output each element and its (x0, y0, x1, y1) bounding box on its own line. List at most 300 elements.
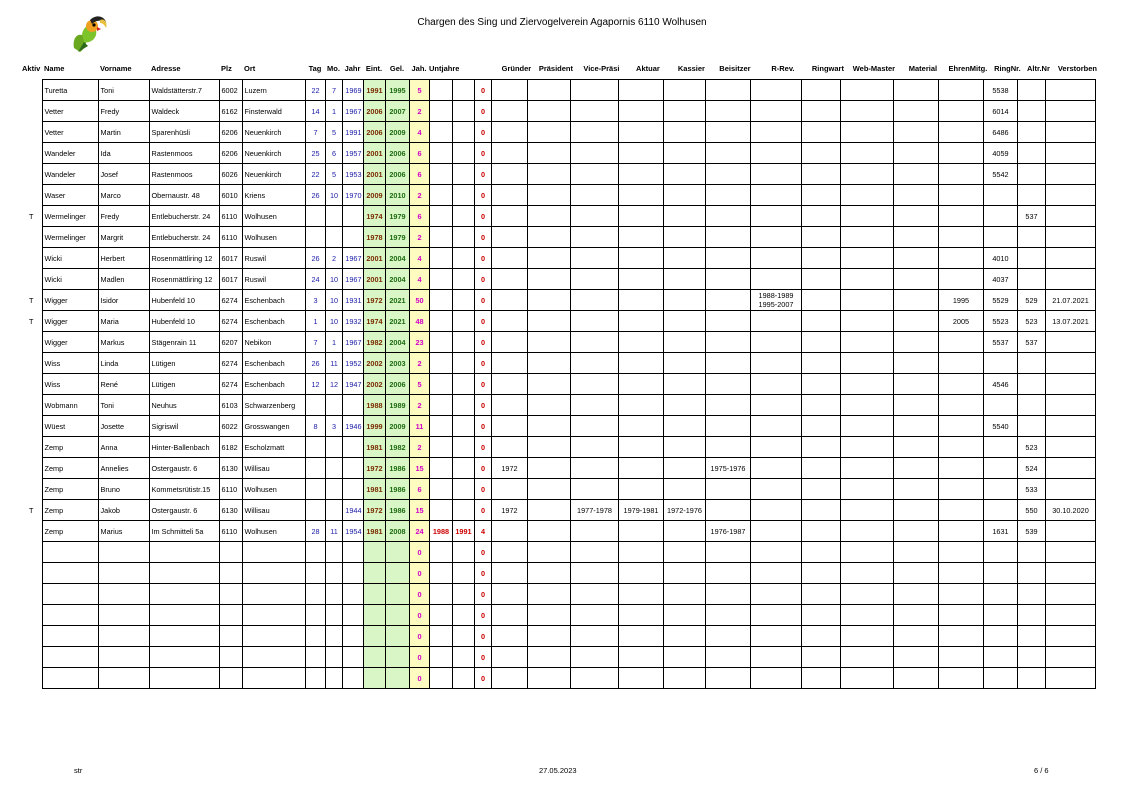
cell-zero: 0 (474, 542, 491, 563)
cell-name: Wiss (42, 374, 98, 395)
cell-beisitzer (705, 164, 750, 185)
cell-name: Wicki (42, 269, 98, 290)
cell-jahr: 1947 (342, 374, 363, 395)
cell-jah: 11 (409, 416, 429, 437)
cell-aktuar (618, 80, 663, 101)
cell-u1 (429, 479, 452, 500)
column-header-eint: Eint. (365, 63, 383, 73)
cell-adresse: Lütigen (149, 353, 219, 374)
column-header-u1: Untjahre (429, 63, 460, 73)
cell-ringnr (983, 437, 1017, 458)
table-row (20, 353, 1095, 374)
cell-gel: 1986 (385, 458, 409, 479)
cell-ringnr (983, 647, 1017, 668)
cell-web (840, 227, 893, 248)
cell-gel: 2007 (385, 101, 409, 122)
cell-beisitzer (705, 269, 750, 290)
cell-tag: 12 (305, 374, 325, 395)
cell-u1 (429, 395, 452, 416)
cell-gruender (491, 311, 527, 332)
cell-jah: 0 (409, 626, 429, 647)
cell-mo (325, 668, 342, 689)
cell-vorname: Isidor (98, 290, 149, 311)
cell-u1: 1988 (429, 521, 452, 542)
cell-jahr: 1946 (342, 416, 363, 437)
cell-ehren (938, 626, 983, 647)
cell-adresse: Rosenmättliring 12 (149, 269, 219, 290)
cell-ringnr: 5538 (983, 80, 1017, 101)
cell-altr (1017, 395, 1045, 416)
cell-jahr: 1957 (342, 143, 363, 164)
cell-ringwart (801, 521, 840, 542)
cell-jahr (342, 626, 363, 647)
cell-mo: 1 (325, 101, 342, 122)
cell-gel: 1995 (385, 80, 409, 101)
cell-ringnr (983, 668, 1017, 689)
cell-zero: 0 (474, 311, 491, 332)
cell-rrev-line2: 1995-2007 (758, 300, 794, 309)
cell-ringwart (801, 143, 840, 164)
cell-ringwart (801, 647, 840, 668)
cell-web (840, 143, 893, 164)
column-header-zero (481, 62, 498, 74)
cell-beisitzer (705, 479, 750, 500)
cell-praesident (527, 143, 570, 164)
cell-u2 (452, 311, 474, 332)
cell-vorname (98, 584, 149, 605)
cell-mo: 10 (325, 185, 342, 206)
cell-adresse (149, 668, 219, 689)
cell-jahr: 1952 (342, 353, 363, 374)
cell-mo: 1 (325, 332, 342, 353)
cell-altr: 524 (1017, 458, 1045, 479)
cell-web (840, 290, 893, 311)
cell-altr (1017, 185, 1045, 206)
cell-web (840, 185, 893, 206)
cell-jah: 15 (409, 458, 429, 479)
cell-rrev (750, 248, 801, 269)
cell-plz: 6274 (219, 353, 242, 374)
cell-verstorben (1045, 332, 1095, 353)
cell-u2 (452, 227, 474, 248)
cell-verstorben (1045, 227, 1095, 248)
cell-vorname: Annelies (98, 458, 149, 479)
cell-jah: 4 (409, 269, 429, 290)
cell-name: Wermelinger (42, 206, 98, 227)
cell-vice (570, 353, 618, 374)
cell-zero: 0 (474, 290, 491, 311)
cell-u2 (452, 290, 474, 311)
cell-ringnr: 4059 (983, 143, 1017, 164)
cell-praesident (527, 458, 570, 479)
cell-vorname: Jakob (98, 500, 149, 521)
cell-gruender (491, 521, 527, 542)
cell-verstorben (1045, 206, 1095, 227)
cell-aktiv (20, 269, 42, 290)
cell-plz: 6110 (219, 521, 242, 542)
cell-eint (363, 668, 385, 689)
cell-jahr: 1991 (342, 122, 363, 143)
cell-aktuar (618, 521, 663, 542)
cell-rrev (750, 563, 801, 584)
cell-u2 (452, 416, 474, 437)
cell-u1 (429, 626, 452, 647)
cell-aktuar (618, 353, 663, 374)
table-row (20, 185, 1095, 206)
cell-verstorben (1045, 521, 1095, 542)
cell-praesident (527, 437, 570, 458)
cell-mo: 5 (325, 164, 342, 185)
cell-gruender: 1972 (491, 458, 527, 479)
cell-ringnr: 4546 (983, 374, 1017, 395)
column-header-adresse: Adresse (151, 63, 181, 73)
column-header-ringnr: RingNr. (994, 63, 1021, 73)
cell-material (893, 500, 938, 521)
cell-vice (570, 206, 618, 227)
cell-vorname: Josette (98, 416, 149, 437)
cell-rrev (750, 584, 801, 605)
cell-aktuar (618, 101, 663, 122)
cell-gel (385, 563, 409, 584)
cell-praesident (527, 332, 570, 353)
cell-u1 (429, 122, 452, 143)
cell-vice (570, 563, 618, 584)
cell-adresse: Hubenfeld 10 (149, 290, 219, 311)
cell-altr (1017, 269, 1045, 290)
cell-mo (325, 437, 342, 458)
members-table (20, 79, 1096, 689)
cell-aktiv (20, 563, 42, 584)
cell-gel: 1982 (385, 437, 409, 458)
cell-gel (385, 584, 409, 605)
cell-vorname: Anna (98, 437, 149, 458)
cell-jah: 2 (409, 227, 429, 248)
cell-ort: Escholzmatt (242, 437, 305, 458)
cell-beisitzer (705, 395, 750, 416)
cell-gel: 1989 (385, 395, 409, 416)
cell-praesident (527, 416, 570, 437)
cell-jah: 6 (409, 206, 429, 227)
cell-praesident (527, 521, 570, 542)
cell-eint: 1991 (363, 80, 385, 101)
cell-material (893, 437, 938, 458)
cell-ehren (938, 437, 983, 458)
cell-verstorben (1045, 542, 1095, 563)
cell-jah: 6 (409, 143, 429, 164)
cell-jahr (342, 668, 363, 689)
cell-aktiv (20, 185, 42, 206)
cell-kassier (663, 206, 705, 227)
cell-vice (570, 311, 618, 332)
cell-kassier (663, 185, 705, 206)
cell-rrev (750, 227, 801, 248)
cell-gruender (491, 353, 527, 374)
cell-ort (242, 584, 305, 605)
cell-jah: 0 (409, 563, 429, 584)
cell-ehren (938, 269, 983, 290)
cell-jah: 2 (409, 101, 429, 122)
cell-beisitzer (705, 626, 750, 647)
cell-aktuar (618, 542, 663, 563)
cell-vice (570, 227, 618, 248)
cell-aktuar (618, 479, 663, 500)
cell-zero: 0 (474, 416, 491, 437)
cell-u2 (452, 500, 474, 521)
cell-u2 (452, 101, 474, 122)
table-row (20, 269, 1095, 290)
column-header-jah: Jah. (411, 63, 427, 73)
cell-material (893, 206, 938, 227)
cell-mo: 2 (325, 248, 342, 269)
cell-name: Wiss (42, 353, 98, 374)
cell-material (893, 227, 938, 248)
cell-gruender (491, 542, 527, 563)
cell-ringnr (983, 479, 1017, 500)
cell-web (840, 626, 893, 647)
cell-praesident (527, 542, 570, 563)
cell-beisitzer (705, 80, 750, 101)
cell-tag (305, 626, 325, 647)
cell-jahr: 1931 (342, 290, 363, 311)
cell-u2 (452, 143, 474, 164)
cell-aktuar (618, 458, 663, 479)
cell-material (893, 626, 938, 647)
cell-plz: 6274 (219, 311, 242, 332)
cell-ort: Wolhusen (242, 521, 305, 542)
column-header-web: Web-Master (852, 63, 896, 73)
table-row (20, 626, 1095, 647)
cell-name: Wigger (42, 332, 98, 353)
cell-web (840, 269, 893, 290)
cell-name: Wermelinger (42, 227, 98, 248)
cell-eint (363, 542, 385, 563)
cell-aktuar (618, 164, 663, 185)
cell-eint: 1972 (363, 458, 385, 479)
cell-altr (1017, 164, 1045, 185)
cell-beisitzer (705, 563, 750, 584)
cell-ringwart (801, 374, 840, 395)
cell-u2 (452, 248, 474, 269)
cell-mo (325, 647, 342, 668)
cell-gruender (491, 164, 527, 185)
cell-ringwart (801, 101, 840, 122)
cell-web (840, 374, 893, 395)
cell-kassier (663, 332, 705, 353)
cell-eint: 2001 (363, 248, 385, 269)
cell-vorname: Toni (98, 80, 149, 101)
cell-gel: 2009 (385, 122, 409, 143)
cell-plz: 6017 (219, 269, 242, 290)
cell-jah: 0 (409, 542, 429, 563)
cell-eint: 1981 (363, 437, 385, 458)
cell-jah: 5 (409, 374, 429, 395)
cell-tag (305, 605, 325, 626)
cell-adresse: Hubenfeld 10 (149, 311, 219, 332)
cell-vorname: Fredy (98, 101, 149, 122)
cell-adresse: Lütigen (149, 374, 219, 395)
cell-ort: Neuenkirch (242, 164, 305, 185)
cell-vice (570, 416, 618, 437)
cell-ort (242, 626, 305, 647)
cell-aktiv (20, 101, 42, 122)
cell-mo: 6 (325, 143, 342, 164)
cell-zero: 0 (474, 206, 491, 227)
cell-mo: 10 (325, 290, 342, 311)
cell-beisitzer (705, 374, 750, 395)
cell-gruender (491, 647, 527, 668)
cell-tag (305, 647, 325, 668)
cell-verstorben: 30.10.2020 (1045, 500, 1095, 521)
column-header-aktiv: Aktiv (22, 63, 41, 73)
cell-name (42, 605, 98, 626)
cell-beisitzer (705, 185, 750, 206)
cell-ehren (938, 227, 983, 248)
cell-rrev (750, 269, 801, 290)
cell-gruender (491, 605, 527, 626)
cell-kassier (663, 101, 705, 122)
cell-zero: 0 (474, 353, 491, 374)
cell-verstorben (1045, 248, 1095, 269)
cell-altr (1017, 248, 1045, 269)
cell-u2: 1991 (452, 521, 474, 542)
cell-plz: 6103 (219, 395, 242, 416)
cell-name: Vetter (42, 122, 98, 143)
cell-plz: 6207 (219, 332, 242, 353)
cell-praesident (527, 164, 570, 185)
cell-eint: 2002 (363, 374, 385, 395)
cell-ehren (938, 395, 983, 416)
cell-gruender (491, 626, 527, 647)
table-row (20, 584, 1095, 605)
cell-rrev (750, 416, 801, 437)
cell-tag (305, 542, 325, 563)
cell-gruender (491, 374, 527, 395)
cell-name (42, 542, 98, 563)
cell-ort (242, 647, 305, 668)
cell-mo: 10 (325, 269, 342, 290)
cell-jah: 48 (409, 311, 429, 332)
cell-adresse: Ostergaustr. 6 (149, 500, 219, 521)
cell-ringnr (983, 500, 1017, 521)
cell-tag: 7 (305, 122, 325, 143)
cell-adresse (149, 584, 219, 605)
cell-ringnr: 5537 (983, 332, 1017, 353)
cell-aktiv (20, 605, 42, 626)
cell-tag: 24 (305, 269, 325, 290)
cell-tag: 22 (305, 164, 325, 185)
cell-u1 (429, 269, 452, 290)
cell-web (840, 500, 893, 521)
table-row (20, 227, 1095, 248)
cell-u2 (452, 542, 474, 563)
cell-kassier: 1972-1976 (663, 500, 705, 521)
cell-u1 (429, 605, 452, 626)
cell-u2 (452, 458, 474, 479)
cell-adresse: Rastenmoos (149, 143, 219, 164)
cell-vice (570, 290, 618, 311)
cell-aktuar (618, 584, 663, 605)
cell-ringwart (801, 605, 840, 626)
cell-altr (1017, 374, 1045, 395)
cell-ringwart (801, 269, 840, 290)
cell-ringnr (983, 227, 1017, 248)
cell-aktuar (618, 311, 663, 332)
cell-vice (570, 668, 618, 689)
cell-vice (570, 185, 618, 206)
cell-ehren (938, 458, 983, 479)
cell-ringwart (801, 626, 840, 647)
cell-name: Zemp (42, 458, 98, 479)
cell-tag: 1 (305, 311, 325, 332)
cell-aktuar (618, 626, 663, 647)
cell-material (893, 668, 938, 689)
cell-aktuar (618, 227, 663, 248)
cell-ort: Kriens (242, 185, 305, 206)
table-row (20, 143, 1095, 164)
cell-adresse: Rosenmättliring 12 (149, 248, 219, 269)
cell-u2 (452, 395, 474, 416)
cell-u1 (429, 563, 452, 584)
cell-rrev (750, 395, 801, 416)
cell-zero: 0 (474, 479, 491, 500)
cell-praesident (527, 605, 570, 626)
column-header-vice: Vice-Präsi (583, 63, 620, 73)
cell-ringnr (983, 584, 1017, 605)
column-header-rrev: R-Rev. (771, 63, 795, 73)
cell-name (42, 668, 98, 689)
cell-rrev (750, 668, 801, 689)
cell-plz (219, 605, 242, 626)
cell-vorname: Fredy (98, 206, 149, 227)
table-row (20, 668, 1095, 689)
cell-gel: 1986 (385, 500, 409, 521)
cell-rrev (750, 626, 801, 647)
column-header-praesident: Präsident (538, 63, 574, 73)
cell-vice (570, 458, 618, 479)
cell-gel: 1979 (385, 206, 409, 227)
column-header-vorname: Vorname (100, 63, 132, 73)
cell-vice (570, 122, 618, 143)
cell-tag: 28 (305, 521, 325, 542)
cell-jah: 4 (409, 248, 429, 269)
cell-gel (385, 542, 409, 563)
cell-beisitzer (705, 437, 750, 458)
cell-mo: 12 (325, 374, 342, 395)
cell-jah: 24 (409, 521, 429, 542)
cell-web (840, 521, 893, 542)
cell-ehren (938, 563, 983, 584)
cell-u1 (429, 458, 452, 479)
cell-verstorben (1045, 269, 1095, 290)
cell-kassier (663, 647, 705, 668)
cell-material (893, 416, 938, 437)
cell-zero: 0 (474, 374, 491, 395)
cell-eint: 2001 (363, 269, 385, 290)
table-row (20, 416, 1095, 437)
cell-altr: 550 (1017, 500, 1045, 521)
cell-ringnr: 6486 (983, 122, 1017, 143)
cell-ringwart (801, 290, 840, 311)
cell-eint: 2001 (363, 164, 385, 185)
cell-beisitzer: 1975-1976 (705, 458, 750, 479)
cell-gel: 1986 (385, 479, 409, 500)
cell-ringnr (983, 185, 1017, 206)
cell-tag: 7 (305, 332, 325, 353)
cell-zero: 0 (474, 437, 491, 458)
cell-vorname: Linda (98, 353, 149, 374)
cell-material (893, 248, 938, 269)
cell-altr (1017, 584, 1045, 605)
